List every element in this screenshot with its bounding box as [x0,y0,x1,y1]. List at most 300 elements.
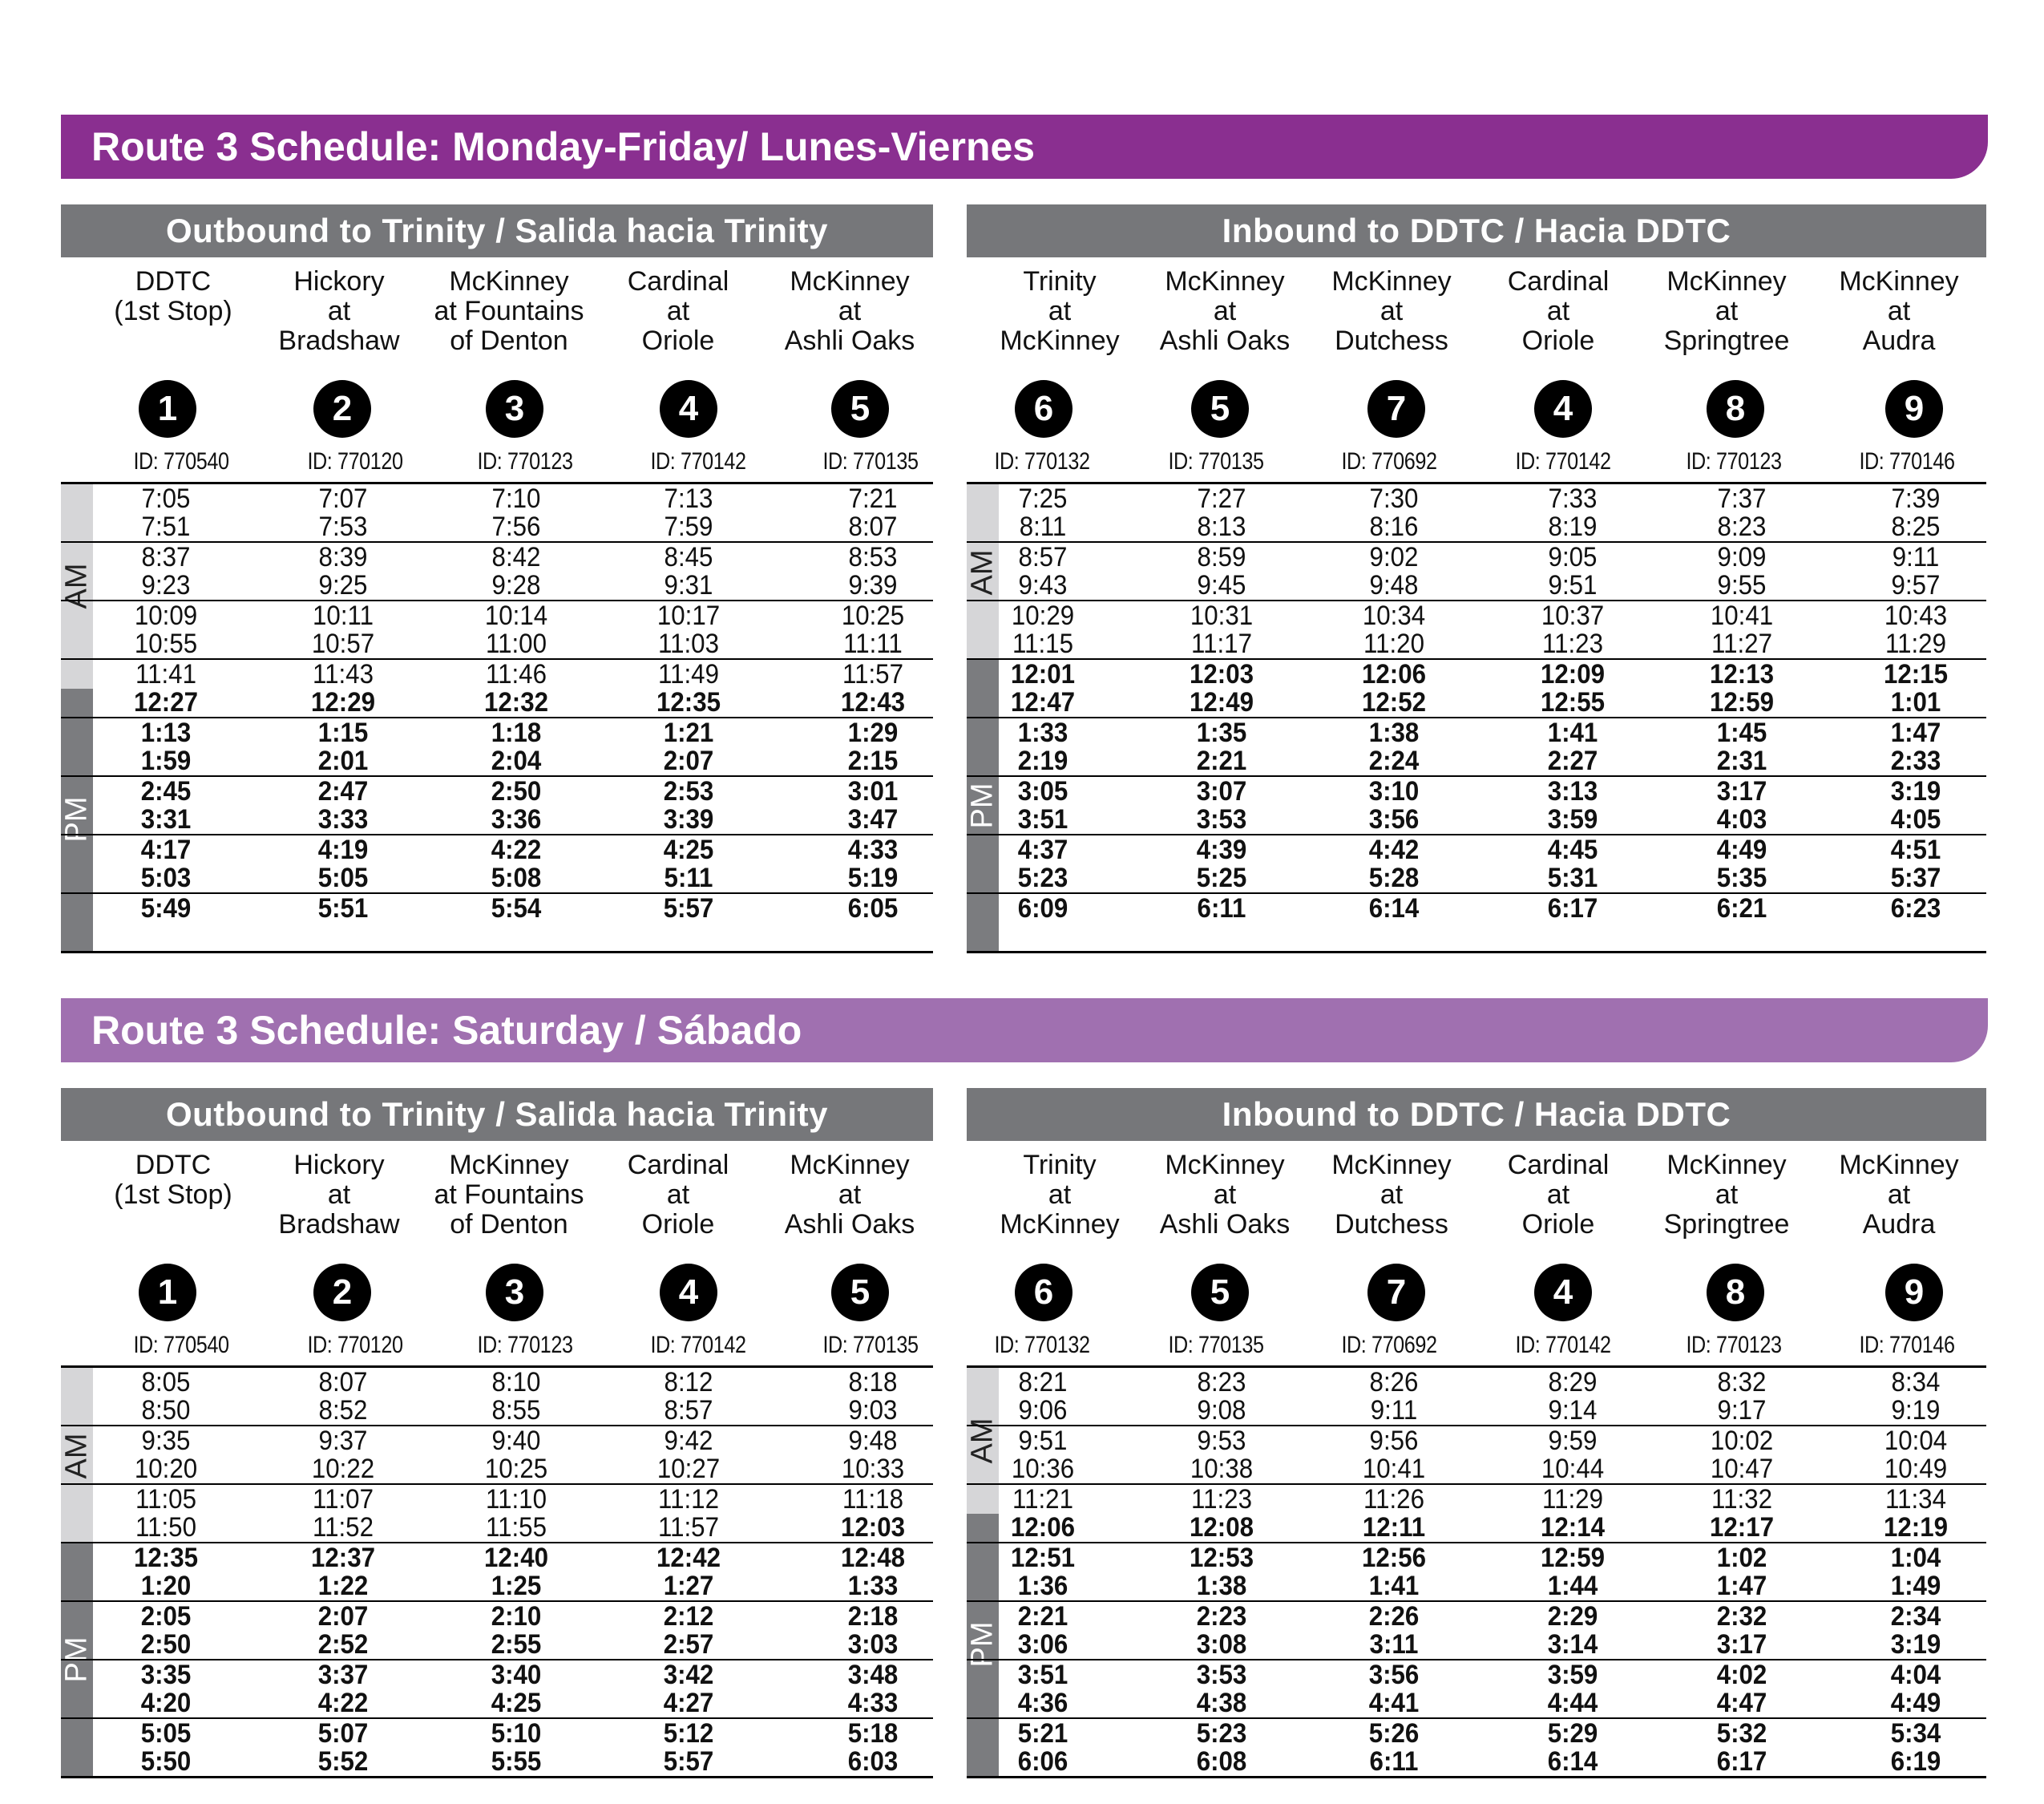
time-cell: 8:18 [848,1367,898,1397]
time-cell: 3:19 [1890,1629,1941,1660]
table-row [967,1571,1986,1600]
time-cell: 11:23 [1542,629,1603,659]
time-cell: 11:03 [658,629,719,659]
time-cell: 5:05 [140,1718,192,1749]
table-row [967,1543,1986,1571]
table-row [61,1689,933,1717]
time-cell: 11:27 [1711,629,1772,659]
row-group [61,601,933,660]
stop-name: McKinney at Fountains of Denton [434,1150,584,1240]
time-cell: 5:55 [491,1746,542,1777]
time-cell: 9:53 [1197,1426,1246,1456]
stop-name: Hickory at Bradshaw [278,266,400,356]
time-cell: 2:57 [663,1629,714,1660]
table-row [967,805,1986,833]
stop-id: ID: 770540 [133,448,229,475]
table-row [967,571,1986,599]
time-cell: 5:37 [1890,863,1941,893]
time-cell: 8:19 [1548,512,1598,542]
stop-name: Cardinal at Oriole [627,1150,729,1240]
time-cell: 9:06 [1018,1395,1068,1426]
time-cell: 5:35 [1716,863,1767,893]
time-cell: 1:44 [1547,1571,1598,1601]
time-cell: 1:21 [663,718,714,748]
time-cell: 9:02 [1369,542,1419,572]
stop-number-badge: 8 [1707,1264,1764,1321]
time-cell: 3:48 [847,1660,899,1690]
time-cell: 11:52 [313,1512,374,1543]
time-cell: 9:11 [1370,1395,1418,1426]
pm-label: PM [965,783,1000,828]
time-cell: 2:12 [663,1601,714,1632]
table-row [967,660,1986,688]
stop-id-row [61,1332,933,1364]
time-cell: 2:33 [1890,746,1941,776]
time-cell: 9:23 [141,570,191,601]
stop-number-badge: 2 [313,380,371,438]
time-cell: 3:59 [1547,804,1598,835]
pm-label: PM [59,796,94,843]
time-cell: 2:07 [317,1601,369,1632]
time-cell: 4:36 [1017,1688,1068,1718]
time-cell: 1:22 [317,1571,369,1601]
time-cell: 5:31 [1547,863,1598,893]
time-cell: 9:19 [1891,1395,1941,1426]
row-group [967,1426,1986,1485]
time-cell: 4:51 [1890,835,1941,865]
row-group [967,718,1986,777]
row-group [61,1660,933,1719]
time-cell: 4:22 [317,1688,369,1718]
stop-name: Hickory at Bradshaw [278,1150,400,1240]
row-group [967,777,1986,835]
time-cell: 8:50 [141,1395,191,1426]
time-cell: 8:34 [1891,1367,1941,1397]
time-cell: 5:11 [664,863,713,893]
time-cell: 9:57 [1891,570,1941,601]
time-cell: 3:11 [1369,1629,1419,1660]
time-cell: 8:16 [1369,512,1419,542]
time-cell: 3:06 [1017,1629,1068,1660]
stop-number-badge: 3 [486,380,543,438]
stop-number-badge: 4 [660,1264,717,1321]
table-row [967,864,1986,892]
time-cell: 11:12 [658,1484,719,1515]
table-row [967,512,1986,540]
time-cell: 4:25 [491,1688,542,1718]
table-row [967,1602,1986,1630]
time-cell: 11:07 [313,1484,374,1515]
time-cell: 8:07 [848,512,898,542]
time-cell: 10:44 [1541,1454,1605,1484]
stop-id: ID: 770123 [477,448,573,475]
time-cell: 8:26 [1369,1367,1419,1397]
time-cell: 3:17 [1716,1629,1767,1660]
time-cell: 4:17 [140,835,192,865]
time-cell: 10:22 [311,1454,375,1484]
stop-list [61,257,933,428]
table-row [61,1602,933,1630]
time-cell: 10:43 [1884,601,1948,631]
time-cell: 9:39 [848,570,898,601]
stop-id: ID: 770142 [1515,448,1611,475]
time-cell: 8:55 [491,1395,541,1426]
stop-id: ID: 770123 [1686,448,1782,475]
table-row [61,1396,933,1424]
time-cell: 5:32 [1716,1718,1767,1749]
time-cell: 11:29 [1542,1484,1603,1515]
stop-id: ID: 770146 [1859,448,1955,475]
table-row [967,1485,1986,1513]
time-cell: 3:39 [663,804,714,835]
saturday-schedule-title: Route 3 Schedule: Saturday / Sábado [61,998,1988,1062]
time-cell: 6:09 [1017,893,1068,924]
time-cell: 7:07 [318,483,368,514]
time-cell: 2:26 [1368,1601,1420,1632]
timetable [967,1365,1986,1778]
time-cell: 10:37 [1541,601,1605,631]
pm-label: PM [965,1621,1000,1668]
time-cell: 4:47 [1716,1688,1767,1718]
time-cell: 9:03 [848,1395,898,1426]
stop-name: McKinney at Audra [1839,1150,1959,1240]
time-cell: 1:25 [491,1571,542,1601]
table-row [61,629,933,657]
stop-id: ID: 770692 [1341,1332,1437,1358]
time-cell: 10:36 [1011,1454,1075,1484]
time-cell: 4:37 [1017,835,1068,865]
time-cell: 2:47 [317,776,369,807]
am-label: AM [59,563,94,609]
time-cell: 9:45 [1197,570,1246,601]
row-group [967,660,1986,718]
time-cell: 1:01 [1890,687,1941,718]
time-cell: 9:11 [1892,542,1940,572]
time-cell: 1:59 [140,746,192,776]
table-row [967,1396,1986,1424]
time-cell: 4:42 [1368,835,1420,865]
time-cell: 9:42 [664,1426,713,1456]
stop-number-badge: 9 [1885,380,1943,438]
stop-id: ID: 770142 [650,1332,746,1358]
time-cell: 10:38 [1190,1454,1254,1484]
time-cell: 3:07 [1196,776,1247,807]
time-cell: 4:27 [663,1688,714,1718]
time-cell: 3:53 [1196,1660,1247,1690]
outbound-header: Outbound to Trinity / Salida hacia Trinity [61,1088,933,1141]
time-cell: 1:49 [1890,1571,1941,1601]
time-cell: 9:37 [318,1426,368,1456]
time-cell: 8:11 [1019,512,1067,542]
time-cell: 3:13 [1547,776,1598,807]
time-cell: 2:50 [140,1629,192,1660]
time-cell: 9:08 [1197,1395,1246,1426]
row-group [967,1368,1986,1426]
time-cell: 12:49 [1189,687,1254,718]
time-cell: 8:13 [1197,512,1246,542]
time-cell: 5:21 [1017,1718,1068,1749]
time-cell: 5:50 [140,1746,192,1777]
time-cell: 1:13 [140,718,192,748]
stop-name: McKinney at Fountains of Denton [434,266,584,356]
row-group [61,543,933,601]
time-cell: 1:27 [663,1571,714,1601]
time-cell: 9:28 [491,570,541,601]
time-cell: 5:19 [847,863,899,893]
row-group [967,1660,1986,1719]
time-cell: 11:00 [486,629,547,659]
time-cell: 12:08 [1189,1512,1254,1543]
time-cell: 2:04 [491,746,542,776]
time-cell: 10:11 [313,601,374,631]
outbound-header: Outbound to Trinity / Salida hacia Trinity [61,204,933,257]
time-cell: 2:10 [491,1601,542,1632]
time-cell: 2:15 [847,746,899,776]
time-cell: 6:06 [1017,1746,1068,1777]
table-row [967,718,1986,746]
time-cell: 8:12 [664,1367,713,1397]
stop-id: ID: 770132 [994,1332,1090,1358]
stop-number-badge: 8 [1707,380,1764,438]
table-row [967,1426,1986,1454]
time-cell: 1:38 [1196,1571,1247,1601]
time-cell: 2:24 [1368,746,1420,776]
table-row [61,805,933,833]
time-cell: 9:59 [1548,1426,1598,1456]
stop-name: McKinney at Springtree [1663,266,1790,356]
time-cell: 11:29 [1885,629,1946,659]
time-cell: 3:33 [317,804,369,835]
weekday-schedule-title: Route 3 Schedule: Monday-Friday/ Lunes-Viernes [61,115,1988,179]
time-cell: 3:17 [1716,776,1767,807]
time-cell: 2:23 [1196,1601,1247,1632]
time-cell: 9:31 [664,570,713,601]
time-cell: 9:48 [848,1426,898,1456]
time-cell: 1:41 [1547,718,1598,748]
table-row [61,835,933,864]
stop-number-badge: 1 [139,380,196,438]
table-row [967,688,1986,716]
time-cell: 4:05 [1890,804,1941,835]
time-cell: 12:29 [310,687,376,718]
stop-name: McKinney at Springtree [1663,1150,1790,1240]
table-row [61,660,933,688]
row-group [967,835,1986,894]
stop-id-row [967,448,1986,480]
table-row [61,1513,933,1541]
table-row [61,718,933,746]
timetable [967,482,1986,953]
am-label: AM [965,549,1000,595]
stop-name: McKinney at Dutchess [1331,266,1452,356]
time-cell: 11:18 [842,1484,903,1515]
time-cell: 1:45 [1716,718,1767,748]
stop-id-row [967,1332,1986,1364]
row-group [967,484,1986,543]
time-cell: 8:32 [1717,1367,1767,1397]
time-cell: 2:21 [1196,746,1247,776]
stop-name: McKinney at Ashli Oaks [1159,266,1291,356]
row-group [967,1485,1986,1543]
time-cell: 5:34 [1890,1718,1941,1749]
time-cell: 3:53 [1196,804,1247,835]
time-cell: 5:07 [317,1718,369,1749]
time-cell: 3:05 [1017,776,1068,807]
time-cell: 12:53 [1189,1543,1254,1573]
time-cell: 7:21 [848,483,898,514]
time-cell: 5:57 [663,1746,714,1777]
time-cell: 12:37 [310,1543,376,1573]
time-cell: 12:35 [656,687,721,718]
time-cell: 11:57 [842,659,903,690]
stop-id: ID: 770142 [650,448,746,475]
time-cell: 10:14 [484,601,548,631]
time-cell: 12:27 [133,687,199,718]
stop-id: ID: 770135 [1168,448,1264,475]
time-cell: 8:23 [1717,512,1767,542]
time-cell: 5:18 [847,1718,899,1749]
stop-number-badge: 5 [1191,1264,1249,1321]
time-cell: 12:15 [1883,659,1949,690]
time-cell: 12:51 [1010,1543,1076,1573]
time-cell: 8:57 [664,1395,713,1426]
table-row [967,1630,1986,1658]
row-group [61,1368,933,1426]
time-cell: 5:25 [1196,863,1247,893]
time-cell: 11:15 [1012,629,1073,659]
time-cell: 5:23 [1017,863,1068,893]
time-cell: 5:03 [140,863,192,893]
time-cell: 2:45 [140,776,192,807]
time-cell: 4:02 [1716,1660,1767,1690]
time-cell: 7:33 [1548,483,1598,514]
time-cell: 11:34 [1885,1484,1946,1515]
time-cell: 12:11 [1362,1512,1426,1543]
time-cell: 8:59 [1197,542,1246,572]
table-row [61,777,933,805]
row-group [61,1426,933,1485]
time-cell: 1:33 [1017,718,1068,748]
table-row [61,1426,933,1454]
time-cell: 2:27 [1547,746,1598,776]
time-cell: 4:41 [1368,1688,1420,1718]
time-cell: 7:05 [141,483,191,514]
table-row [967,1719,1986,1747]
table-row [61,543,933,571]
table-row [61,571,933,599]
row-group [967,1602,1986,1660]
stop-id: ID: 770135 [1168,1332,1264,1358]
stop-id: ID: 770132 [994,448,1090,475]
weekday-inbound-table [967,204,1986,953]
time-cell: 11:32 [1711,1484,1772,1515]
table-row [61,894,933,922]
time-cell: 2:50 [491,776,542,807]
table-row [61,1368,933,1396]
stop-list [61,1141,933,1312]
time-cell: 12:35 [133,1543,199,1573]
time-cell: 9:09 [1717,542,1767,572]
stop-name: McKinney at Ashli Oaks [784,266,915,356]
stop-name: McKinney at Audra [1839,266,1959,356]
stop-number-badge: 3 [486,1264,543,1321]
time-cell: 9:56 [1369,1426,1419,1456]
table-row [967,484,1986,512]
time-cell: 11:10 [486,1484,547,1515]
table-row [61,746,933,775]
time-cell: 12:09 [1540,659,1606,690]
time-cell: 12:03 [840,1512,906,1543]
row-group [61,1602,933,1660]
time-cell: 5:51 [317,893,369,924]
time-cell: 8:37 [141,542,191,572]
time-cell: 7:25 [1018,483,1068,514]
time-cell: 8:52 [318,1395,368,1426]
stop-number-badge: 4 [660,380,717,438]
am-label: AM [965,1418,1000,1464]
time-cell: 12:56 [1361,1543,1427,1573]
time-cell: 12:59 [1540,1543,1606,1573]
time-cell: 8:42 [491,542,541,572]
time-cell: 4:22 [491,835,542,865]
stop-list [967,257,1986,428]
time-cell: 6:23 [1890,893,1941,924]
table-row [61,864,933,892]
time-cell: 9:17 [1717,1395,1767,1426]
row-group [61,660,933,718]
time-cell: 6:11 [1369,1746,1419,1777]
time-cell: 12:55 [1540,687,1606,718]
time-cell: 11:43 [313,659,374,690]
time-cell: 12:42 [656,1543,721,1573]
time-cell: 10:04 [1884,1426,1948,1456]
table-row [967,1368,1986,1396]
row-group [967,1543,1986,1602]
table-row [967,746,1986,775]
time-cell: 3:08 [1196,1629,1247,1660]
row-group [61,484,933,543]
stop-name: DDTC (1st Stop) [114,266,232,326]
stop-id: ID: 770146 [1859,1332,1955,1358]
stop-name: Cardinal at Oriole [1507,266,1610,356]
stop-name: DDTC (1st Stop) [114,1150,232,1210]
time-cell: 3:03 [847,1629,899,1660]
time-cell: 6:03 [847,1746,899,1777]
time-cell: 4:25 [663,835,714,865]
time-cell: 8:29 [1548,1367,1598,1397]
am-label: AM [59,1433,94,1478]
row-group [61,1543,933,1602]
time-cell: 10:55 [134,629,198,659]
stop-number-badge: 1 [139,1264,196,1321]
pm-label: PM [59,1636,94,1683]
time-cell: 7:53 [318,512,368,542]
stop-number-badge: 7 [1367,1264,1425,1321]
weekday-outbound-table [61,204,933,953]
time-cell: 7:10 [491,483,541,514]
stop-number-badge: 6 [1015,1264,1072,1321]
row-group [61,894,933,951]
time-cell: 1:33 [847,1571,899,1601]
timetable [61,482,933,953]
time-cell: 9:43 [1018,570,1068,601]
time-cell: 12:43 [840,687,906,718]
table-row [61,512,933,540]
time-cell: 11:11 [843,629,903,659]
stop-number-badge: 6 [1015,380,1072,438]
row-group [967,601,1986,660]
time-cell: 4:44 [1547,1688,1598,1718]
